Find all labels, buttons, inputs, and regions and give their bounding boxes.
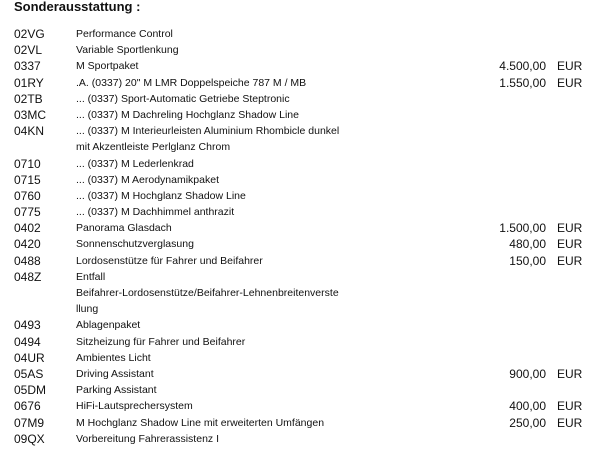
option-description bbox=[76, 75, 394, 91]
option-price: 250,00 bbox=[509, 415, 546, 430]
option-row bbox=[0, 204, 600, 220]
option-description bbox=[76, 58, 394, 74]
option-row bbox=[0, 415, 600, 431]
option-code: 05DM bbox=[14, 383, 47, 398]
option-currency: EUR bbox=[557, 399, 583, 414]
section-heading: Sonderausstattung : bbox=[14, 0, 141, 14]
option-code: 03MC bbox=[14, 107, 47, 122]
option-description-line: Sitzheizung für Fahrer und Beifahrer bbox=[76, 335, 246, 348]
option-code: 02VG bbox=[14, 27, 45, 41]
option-code: 0775 bbox=[14, 205, 41, 220]
option-code: 0715 bbox=[14, 172, 41, 187]
option-code: 0676 bbox=[14, 399, 41, 414]
option-code: 07M9 bbox=[14, 415, 45, 430]
option-price: 400,00 bbox=[509, 399, 546, 414]
option-description-line: Sonnenschutzverglasung bbox=[76, 238, 194, 251]
option-description-line: ... (0337) M Lederlenkrad bbox=[76, 157, 194, 170]
option-code: 0494 bbox=[14, 334, 41, 349]
option-row bbox=[0, 334, 600, 350]
option-price: 4.500,00 bbox=[499, 59, 546, 74]
option-description-line: Lordosenstütze für Fahrer und Beifahrer bbox=[76, 254, 263, 267]
option-description bbox=[76, 382, 394, 398]
option-row bbox=[0, 58, 600, 74]
option-description bbox=[76, 188, 394, 204]
option-description-line: HiFi-Lautsprechersystem bbox=[76, 400, 193, 413]
options-list bbox=[0, 26, 600, 447]
option-row bbox=[0, 350, 600, 366]
option-row bbox=[0, 107, 600, 123]
option-description bbox=[76, 334, 394, 350]
option-description bbox=[76, 415, 394, 431]
option-description bbox=[76, 42, 394, 58]
option-description-line: Panorama Glasdach bbox=[76, 222, 172, 235]
option-description bbox=[76, 350, 394, 366]
option-code: 02TB bbox=[14, 91, 43, 106]
option-description-line: Vorbereitung Fahrerassistenz I bbox=[76, 432, 219, 445]
option-description-line: Entfall bbox=[76, 270, 106, 283]
option-price: 1.550,00 bbox=[499, 75, 546, 90]
option-description bbox=[76, 398, 394, 414]
option-currency: EUR bbox=[557, 221, 583, 236]
option-description bbox=[76, 26, 394, 42]
option-row bbox=[0, 188, 600, 204]
option-description-line: ... (0337) M Interieurleisten Aluminium Rhombicle dunkel bbox=[76, 125, 340, 138]
option-currency: EUR bbox=[557, 366, 583, 381]
option-description-line: llung bbox=[76, 303, 99, 316]
option-description bbox=[76, 317, 394, 333]
option-row bbox=[0, 172, 600, 188]
option-code: 048Z bbox=[14, 269, 42, 284]
option-description-line: Driving Assistant bbox=[76, 367, 154, 380]
option-code: 04KN bbox=[14, 124, 45, 139]
option-currency: EUR bbox=[557, 75, 583, 90]
option-description-line: Performance Control bbox=[76, 28, 173, 40]
option-code: 09QX bbox=[14, 431, 45, 446]
option-code: 01RY bbox=[14, 75, 44, 90]
option-currency: EUR bbox=[557, 415, 583, 430]
option-description bbox=[76, 220, 394, 236]
option-description-line: M Hochglanz Shadow Line mit erweiterten Umfängen bbox=[76, 416, 325, 429]
option-price: 900,00 bbox=[509, 366, 546, 381]
option-description bbox=[76, 172, 394, 188]
option-row bbox=[0, 253, 600, 269]
option-row bbox=[0, 269, 600, 318]
option-code: 05AS bbox=[14, 366, 44, 381]
option-price: 480,00 bbox=[509, 237, 546, 252]
option-price: 1.500,00 bbox=[499, 221, 546, 236]
option-description-line: ... (0337) M Hochglanz Shadow Line bbox=[76, 189, 246, 202]
option-code: 0710 bbox=[14, 156, 41, 171]
option-code: 0337 bbox=[14, 59, 41, 74]
option-description-line: ... (0337) Sport-Automatic Getriebe Steptronic bbox=[76, 92, 290, 105]
option-description bbox=[76, 204, 394, 220]
option-row bbox=[0, 431, 600, 447]
option-row bbox=[0, 156, 600, 172]
option-description bbox=[76, 366, 394, 382]
option-description bbox=[76, 107, 394, 123]
option-description-line: Beifahrer-Lordosenstütze/Beifahrer-Lehnenbreitenverste bbox=[76, 287, 339, 300]
option-currency: EUR bbox=[557, 253, 583, 268]
option-description bbox=[76, 123, 394, 155]
option-row bbox=[0, 220, 600, 236]
option-row bbox=[0, 42, 600, 58]
option-description-line: ... (0337) M Dachhimmel anthrazit bbox=[76, 206, 235, 219]
option-code: 0420 bbox=[14, 237, 41, 252]
option-row bbox=[0, 366, 600, 382]
option-row bbox=[0, 91, 600, 107]
option-description bbox=[76, 236, 394, 252]
option-code: 02VL bbox=[14, 43, 43, 58]
option-code: 04UR bbox=[14, 350, 45, 365]
option-code: 0493 bbox=[14, 318, 41, 333]
option-description-line: Ambientes Licht bbox=[76, 351, 151, 364]
option-description-line: M Sportpaket bbox=[76, 60, 139, 73]
option-description-line: mit Akzentleiste Perlglanz Chrom bbox=[76, 141, 231, 154]
option-description bbox=[76, 156, 394, 172]
option-row bbox=[0, 123, 600, 155]
option-price: 150,00 bbox=[509, 253, 546, 268]
option-description-line: ... (0337) M Aerodynamikpaket bbox=[76, 173, 219, 186]
option-code: 0760 bbox=[14, 188, 41, 203]
option-description-line: Parking Assistant bbox=[76, 384, 157, 397]
option-row bbox=[0, 382, 600, 398]
option-row bbox=[0, 398, 600, 414]
option-description bbox=[76, 253, 394, 269]
option-description bbox=[76, 269, 394, 318]
option-code: 0402 bbox=[14, 221, 41, 236]
option-description bbox=[76, 431, 394, 447]
option-description-line: .A. (0337) 20" M LMR Doppelspeiche 787 M / MB bbox=[76, 76, 307, 89]
option-row bbox=[0, 317, 600, 333]
option-row bbox=[0, 236, 600, 252]
option-description-line: Variable Sportlenkung bbox=[76, 44, 179, 57]
option-row bbox=[0, 75, 600, 91]
option-code: 0488 bbox=[14, 253, 41, 268]
option-row bbox=[0, 26, 600, 42]
option-description bbox=[76, 91, 394, 107]
option-description-line: ... (0337) M Dachreling Hochglanz Shadow Line bbox=[76, 108, 299, 121]
option-currency: EUR bbox=[557, 237, 583, 252]
option-currency: EUR bbox=[557, 59, 583, 74]
option-description-line: Ablagenpaket bbox=[76, 319, 141, 332]
